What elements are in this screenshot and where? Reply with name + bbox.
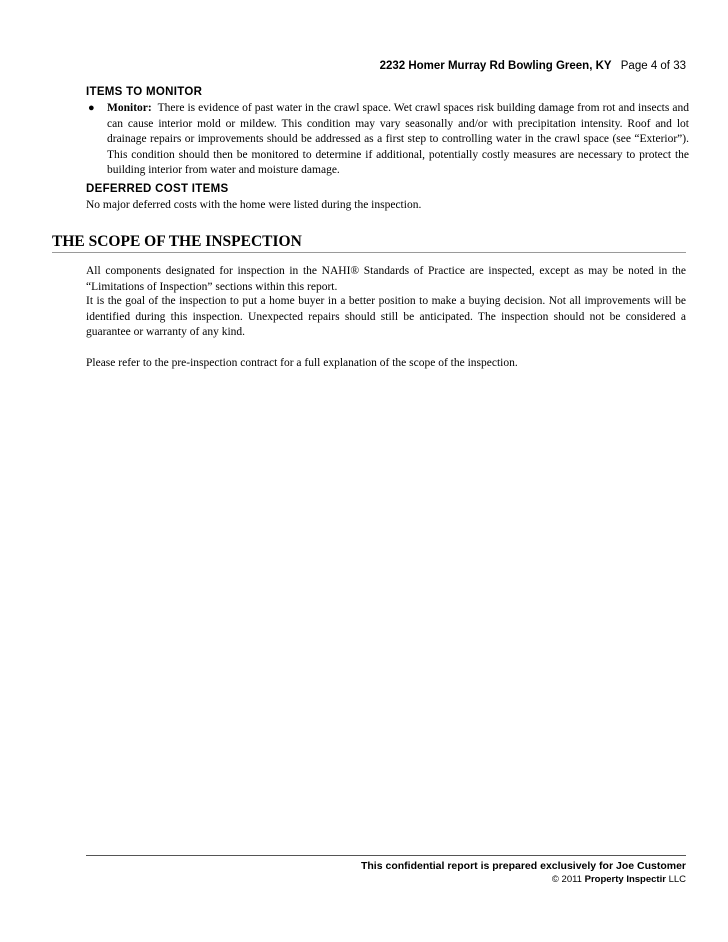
monitor-bullet-lead: Monitor: (107, 102, 152, 114)
footer-copyright (552, 874, 686, 885)
header-address: 2232 Homer Murray Rd Bowling Green, KY (379, 60, 612, 72)
monitor-bullet-text (107, 101, 689, 179)
scope-paragraph-2: It is the goal of the inspection to put a home buyer in a better position to make a buying decision. Not all improvements will be identified during this inspection. Unexpected repairs should still be anticipated. The inspection should not be considered a guarantee or warranty of any kind. (86, 295, 686, 338)
items-to-monitor-heading: ITEMS TO MONITOR (86, 86, 203, 98)
footer-copyright-year: © 2011 (551, 874, 582, 885)
page-header (380, 60, 686, 72)
monitor-bullet-body: There is evidence of past water in the crawl space. Wet crawl spaces risk building damage from rot and insects and can cause interior mold or mildew. This condition may vary seasonally and/or with precipitation intensity. Roof and lot drainage repairs or improvements should be addressed as a first step to controlling water in the crawl space (see “Exterior”). This condition should then be monitored to determine if additional, potentially costly measures are necessary to protect the building interior from water and moisture damage. (107, 102, 689, 176)
scope-paragraph-3: Please refer to the pre-inspection contract for a full explanation of the scope of the inspection. (86, 357, 518, 369)
footer-suffix: LLC (668, 874, 686, 885)
scope-section-title: THE SCOPE OF THE INSPECTION (52, 233, 302, 250)
deferred-cost-text: No major deferred costs with the home were listed during the inspection. (86, 199, 422, 211)
footer-brand: Property Inspectir (584, 874, 666, 885)
deferred-cost-heading: DEFERRED COST ITEMS (86, 183, 229, 195)
footer-confidential-note: This confidential report is prepared exclusively for Joe Customer (360, 860, 686, 872)
bullet-dot-icon: ● (88, 102, 95, 114)
footer-divider (86, 855, 686, 856)
section-divider (52, 252, 686, 253)
header-page-number: Page 4 of 33 (620, 60, 686, 72)
scope-paragraph-1: All components designated for inspection in the NAHI® Standards of Practice are inspected, except as may be noted in the “Limitations of Inspection” sections within this report. (86, 265, 686, 293)
